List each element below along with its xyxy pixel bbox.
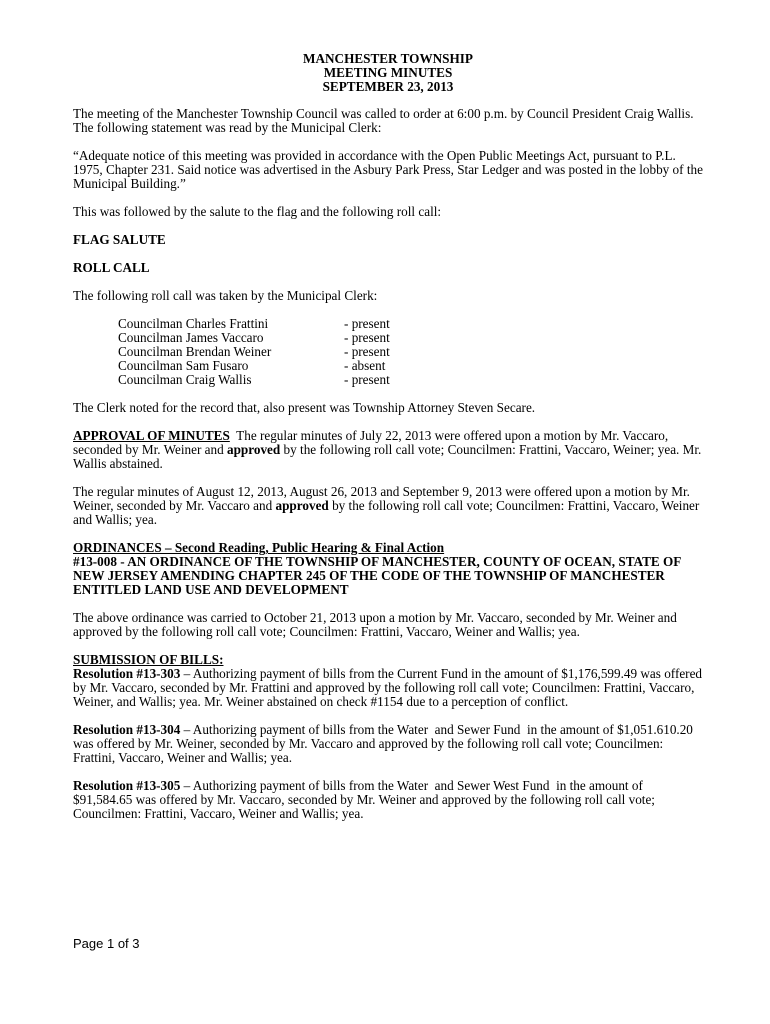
attorney-note: The Clerk noted for the record that, also present was Township Attorney Steven Secare.	[73, 400, 536, 415]
ordinances-section	[73, 541, 703, 597]
roll-call-row	[118, 373, 703, 387]
resolution-paragraph	[73, 667, 703, 709]
approval-paragraph-2	[73, 485, 703, 527]
page-number: Page 1 of 3	[73, 936, 140, 951]
approval-paragraph-1	[73, 429, 703, 471]
resolution-paragraph	[73, 723, 703, 765]
roll-call-row	[118, 331, 703, 345]
intro-paragraph: The meeting of the Manchester Township Council was called to order at 6:00 p.m. by Council President Craig Wallis. The following statement was read by the Municipal Clerk:	[73, 106, 694, 135]
roll-call-row	[118, 359, 703, 373]
roll-call-name: Councilman James Vaccaro	[118, 330, 264, 345]
bills-section	[73, 653, 703, 821]
roll-call-list	[118, 317, 703, 387]
roll-call-name: Councilman Craig Wallis	[118, 372, 252, 387]
ordinances-heading: ORDINANCES – Second Reading, Public Hearing & Final Action	[73, 540, 445, 555]
header-title: MEETING MINUTES	[323, 65, 453, 80]
page-content	[73, 52, 703, 821]
ordinance-body: The above ordinance was carried to October 21, 2013 upon a motion by Mr. Vaccaro, seconded by Mr. Weiner and approved by the following roll call vote; Councilmen: Frattini, Vaccaro, Weiner and Wallis; yea.	[73, 610, 677, 639]
approval-heading: APPROVAL OF MINUTES	[73, 428, 230, 443]
roll-call-status: - present	[344, 344, 390, 359]
approved-word: approved	[275, 498, 329, 513]
resolution-text: – Authorizing payment of bills from the Current Fund in the amount of $1,176,599.49 was offered by Mr. Vaccaro, seconded by Mr. Frattini and approved by the following roll call vote; Councilmen: Frattini, Vaccaro, Weiner, and Wallis; yea. Mr. Weiner abstained on check #1154 due to a perception of conflict.	[73, 666, 703, 709]
roll-call-status: - absent	[344, 358, 386, 373]
roll-call-status: - present	[344, 316, 390, 331]
approved-word: approved	[226, 442, 281, 457]
resolution-label: Resolution #13-303	[73, 666, 181, 681]
roll-call-status: - present	[344, 330, 390, 345]
header-date: SEPTEMBER 23, 2013	[322, 79, 454, 94]
resolution-text: – Authorizing payment of bills from the Water and Sewer Fund in the amount of $1,051.610.20 was offered by Mr. Weiner, seconded by Mr. Vaccaro and approved by the following roll call vote; Councilmen: Frattini, Vaccaro, Weiner and Wallis; yea.	[73, 722, 697, 765]
approval-text: The regular minutes of July 22, 2013 were offered upon a motion by Mr. Vaccaro, seconded by Mr. Weiner and	[73, 428, 672, 457]
roll-call-status: - present	[344, 372, 390, 387]
roll-call-name: Councilman Brendan Weiner	[118, 344, 272, 359]
approval-text: The regular minutes of August 12, 2013, August 26, 2013 and September 9, 2013 were offered upon a motion by Mr. Weiner, seconded by Mr. Vaccaro and	[73, 484, 690, 513]
salute-intro: This was followed by the salute to the flag and the following roll call:	[73, 204, 442, 219]
resolution-label: Resolution #13-304	[73, 722, 181, 737]
approval-text: by the following roll call vote; Councilmen: Frattini, Vaccaro, Weiner and Wallis; yea.	[73, 498, 700, 527]
roll-call-name: Councilman Charles Frattini	[118, 316, 269, 331]
ordinance-title: #13-008 - AN ORDINANCE OF THE TOWNSHIP OF MANCHESTER, COUNTY OF OCEAN, STATE OF NEW JERSEY AMENDING CHAPTER 245 OF THE CODE OF THE TOWNSHIP OF MANCHESTER ENTITLED LAND USE AND DEVELOPMENT	[73, 554, 681, 597]
bills-heading: SUBMISSION OF BILLS:	[73, 652, 224, 667]
resolution-label: Resolution #13-305	[73, 778, 181, 793]
flag-salute-heading: FLAG SALUTE	[73, 232, 166, 247]
resolution-text: – Authorizing payment of bills from the Water and Sewer West Fund in the amount of $91,584.65 was offered by Mr. Vaccaro, seconded by Mr. Weiner and approved by the following roll call vote; Councilmen: Frattini, Vaccaro, Weiner and Wallis; yea.	[73, 778, 659, 821]
header-township: MANCHESTER TOWNSHIP	[303, 51, 473, 66]
roll-call-name: Councilman Sam Fusaro	[118, 358, 249, 373]
roll-call-row	[118, 317, 703, 331]
roll-call-row	[118, 345, 703, 359]
resolution-paragraph	[73, 779, 703, 821]
approval-text: by the following roll call vote; Councilmen: Frattini, Vaccaro, Weiner; yea. Mr. Wallis abstained.	[73, 442, 702, 471]
notice-paragraph: “Adequate notice of this meeting was provided in accordance with the Open Public Meetings Act, pursuant to P.L. 1975, Chapter 231. Said notice was advertised in the Asbury Park Press, Star Ledger and was posted in the lobby of the Municipal Building.”	[73, 148, 703, 191]
document-header	[73, 52, 703, 94]
roll-call-heading: ROLL CALL	[73, 260, 150, 275]
roll-call-intro: The following roll call was taken by the Municipal Clerk:	[73, 288, 378, 303]
